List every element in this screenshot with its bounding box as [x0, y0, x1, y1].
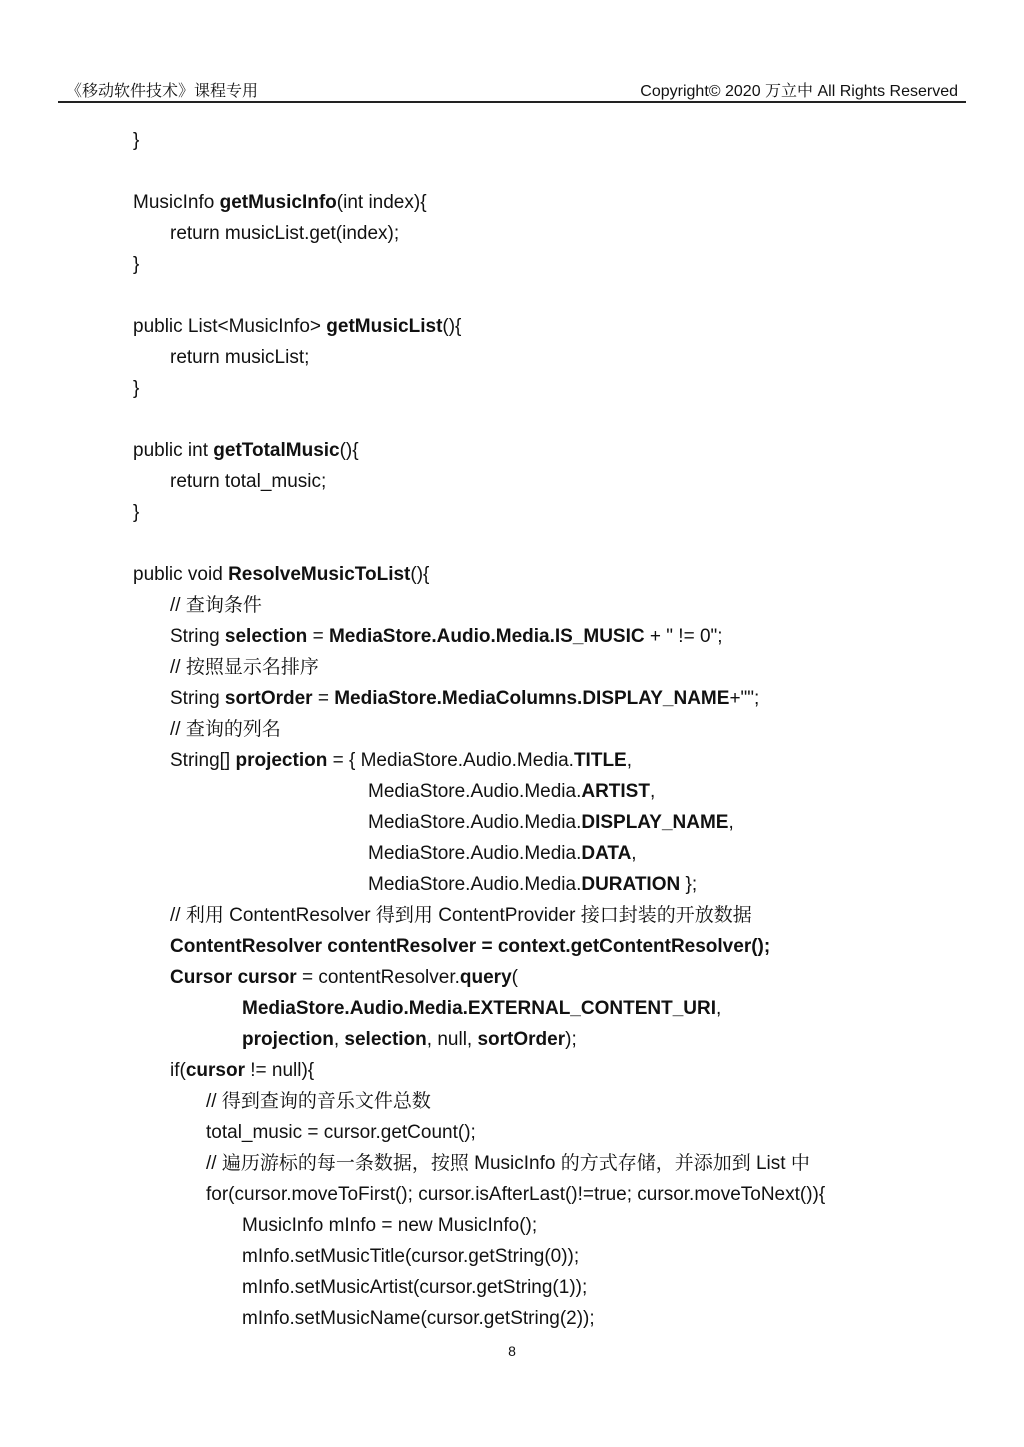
- code-line: [368, 869, 697, 900]
- code-line: [242, 1210, 537, 1241]
- code-token: for(cursor.moveToFirst(); cursor.isAfterLast()!=true; cursor.moveToNext()){: [206, 1184, 826, 1205]
- code-line: [170, 590, 262, 621]
- code-token: + " != 0";: [644, 626, 723, 647]
- code-token: MusicInfo: [133, 192, 220, 213]
- code-bold-token: ResolveMusicToList: [228, 564, 411, 585]
- code-bold-token: sortOrder: [477, 1029, 566, 1050]
- code-token: ,: [333, 1029, 345, 1050]
- code-bold-token: selection: [344, 1029, 427, 1050]
- code-bold-token: ARTIST: [581, 781, 650, 802]
- code-line: [133, 497, 139, 528]
- code-token: return total_music;: [170, 471, 327, 492]
- code-bold-token: ContentResolver contentResolver = context.getContentResolver();: [170, 936, 771, 957]
- code-token: MediaStore.Audio.Media.: [368, 874, 582, 895]
- course-title: 《移动软件技术》课程专用: [66, 83, 259, 100]
- code-line: [133, 187, 427, 218]
- code-token: mInfo.setMusicArtist(cursor.getString(1));: [242, 1277, 588, 1298]
- code-token: = { MediaStore.Audio.Media.: [327, 750, 574, 771]
- code-token: // 遍历游标的每一条数据，按照 MusicInfo 的方式存储，并添加到 List 中: [206, 1153, 810, 1174]
- code-line: [170, 1055, 314, 1086]
- code-line: [242, 1241, 579, 1272]
- code-line: [133, 311, 461, 342]
- code-bold-token: projection: [242, 1029, 334, 1050]
- code-token: ,: [716, 998, 722, 1019]
- code-token: (){: [442, 316, 462, 337]
- code-bold-token: getTotalMusic: [213, 440, 340, 461]
- code-line: [133, 559, 429, 590]
- code-token: if(: [170, 1060, 186, 1081]
- code-token: String: [170, 626, 225, 647]
- code-line: [133, 125, 139, 156]
- code-bold-token: getMusicInfo: [219, 192, 337, 213]
- code-bold-token: DISPLAY_NAME: [581, 812, 729, 833]
- code-line: [206, 1148, 810, 1179]
- code-token: (){: [339, 440, 359, 461]
- code-token: = contentResolver.: [296, 967, 460, 988]
- code-line: [368, 838, 637, 869]
- code-token: return musicList;: [170, 347, 310, 368]
- code-line: [206, 1179, 825, 1210]
- code-line: [242, 1272, 587, 1303]
- code-token: // 得到查询的音乐文件总数: [206, 1091, 431, 1112]
- code-line: [368, 776, 655, 807]
- code-line: [170, 714, 281, 745]
- code-token: ,: [728, 812, 734, 833]
- code-token: MediaStore.Audio.Media.: [368, 781, 582, 802]
- code-token: // 查询条件: [170, 595, 262, 616]
- code-bold-token: MediaStore.MediaColumns.DISPLAY_NAME: [334, 688, 730, 709]
- page-header: [58, 74, 966, 102]
- code-token: ,: [649, 781, 656, 802]
- code-token: MediaStore.Audio.Media.: [368, 843, 582, 864]
- code-line: [170, 621, 723, 652]
- code-bold-token: selection: [224, 626, 308, 647]
- code-token: (: [511, 967, 518, 988]
- code-bold-token: DURATION: [581, 874, 681, 895]
- code-token: MusicInfo mInfo = new MusicInfo();: [242, 1215, 538, 1236]
- code-token: ,: [631, 843, 637, 864]
- code-bold-token: MediaStore.Audio.Media.EXTERNAL_CONTENT_URI: [242, 998, 716, 1019]
- code-token: // 查询的列名: [170, 719, 281, 740]
- code-line: [133, 435, 359, 466]
- code-line: [170, 342, 309, 373]
- page-number: 8: [508, 1343, 516, 1359]
- code-token: =: [312, 688, 335, 709]
- code-token: }: [133, 502, 140, 523]
- code-line: [133, 373, 139, 404]
- code-token: );: [565, 1029, 577, 1050]
- code-token: MediaStore.Audio.Media.: [368, 812, 582, 833]
- copyright-notice: Copyright© 2020 万立中 All Rights Reserved: [640, 83, 958, 100]
- code-line: [170, 900, 752, 931]
- code-line: [242, 1024, 577, 1055]
- code-line: [368, 807, 734, 838]
- code-line: [133, 249, 139, 280]
- code-token: return musicList.get(index);: [170, 223, 400, 244]
- code-token: }: [133, 378, 140, 399]
- code-bold-token: Cursor cursor: [170, 967, 297, 988]
- code-bold-token: DATA: [581, 843, 632, 864]
- code-token: != null){: [244, 1060, 315, 1081]
- code-line: [206, 1117, 476, 1148]
- code-line: [170, 962, 518, 993]
- code-line: [170, 466, 326, 497]
- code-token: , null,: [426, 1029, 478, 1050]
- code-token: String: [170, 688, 225, 709]
- code-line: [242, 1303, 595, 1334]
- code-line: [170, 683, 759, 714]
- code-bold-token: sortOrder: [224, 688, 313, 709]
- code-token: ,: [626, 750, 633, 771]
- code-line: [170, 745, 632, 776]
- code-bold-token: TITLE: [573, 750, 627, 771]
- code-token: // 利用 ContentResolver 得到用 ContentProvider 接口封装的开放数据: [170, 905, 752, 926]
- code-line: [206, 1086, 431, 1117]
- code-line: [170, 218, 399, 249]
- code-token: String[]: [170, 750, 236, 771]
- code-token: public List<MusicInfo>: [133, 316, 327, 337]
- code-token: =: [307, 626, 329, 647]
- code-bold-token: projection: [235, 750, 328, 771]
- code-bold-token: query: [459, 967, 512, 988]
- header-divider: [58, 101, 966, 103]
- code-bold-token: getMusicList: [326, 316, 443, 337]
- code-token: public void: [133, 564, 229, 585]
- code-token: (int index){: [336, 192, 427, 213]
- code-line: [242, 993, 721, 1024]
- code-token: public int: [133, 440, 214, 461]
- code-token: }: [133, 130, 140, 151]
- code-line: [170, 652, 319, 683]
- code-bold-token: MediaStore.Audio.Media.IS_MUSIC: [328, 626, 645, 647]
- code-token: (){: [410, 564, 430, 585]
- code-token: }: [133, 254, 140, 275]
- code-line: [170, 931, 770, 962]
- code-bold-token: cursor: [185, 1060, 245, 1081]
- code-token: };: [680, 874, 698, 895]
- code-token: // 按照显示名排序: [170, 657, 319, 678]
- code-token: mInfo.setMusicName(cursor.getString(2));: [242, 1308, 595, 1329]
- code-token: mInfo.setMusicTitle(cursor.getString(0));: [242, 1246, 580, 1267]
- code-token: +"";: [729, 688, 760, 709]
- code-token: total_music = cursor.getCount();: [206, 1122, 476, 1143]
